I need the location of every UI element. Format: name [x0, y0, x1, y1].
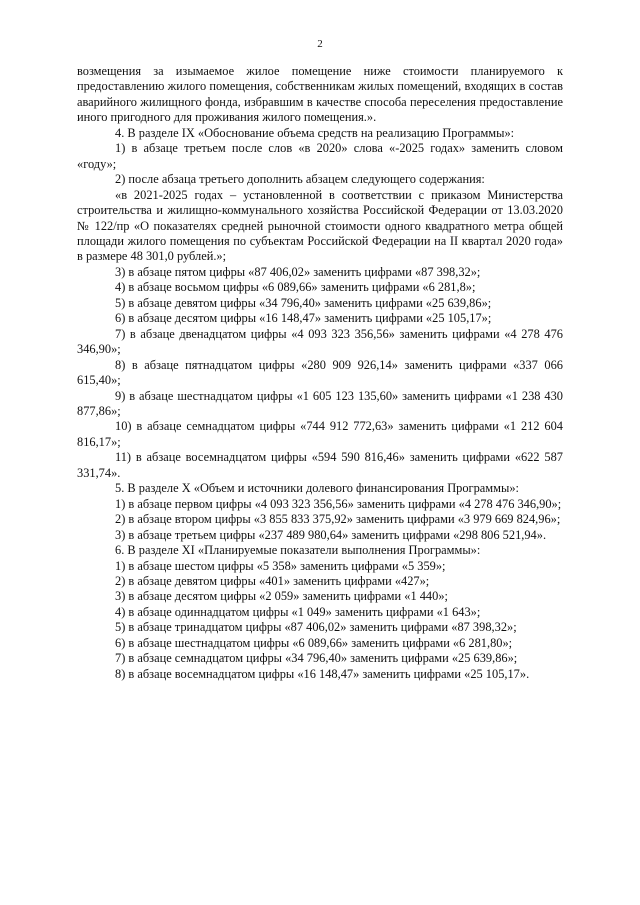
- paragraph: 6. В разделе XI «Планируемые показатели выполнения Программы»:: [115, 543, 481, 558]
- paragraph: 3) в абзаце пятом цифры «87 406,02» заменить цифрами «87 398,32»;: [115, 264, 481, 279]
- paragraph: 5) в абзаце тринадцатом цифры «87 406,02» заменить цифрами «87 398,32»;: [115, 620, 517, 635]
- paragraph: 2) в абзаце девятом цифры «401» заменить цифрами «427»;: [115, 573, 430, 588]
- document-body: [77, 64, 563, 682]
- paragraph: 6) в абзаце десятом цифры «16 148,47» заменить цифрами «25 105,17»;: [115, 311, 492, 326]
- paragraph: 7) в абзаце семнадцатом цифры «34 796,40» заменить цифрами «25 639,86»;: [115, 651, 518, 666]
- paragraph: 5. В разделе X «Объем и источники долевого финансирования Программы»:: [115, 481, 519, 496]
- paragraph: 4) в абзаце восьмом цифры «6 089,66» заменить цифрами «6 281,8»;: [115, 280, 476, 295]
- paragraph: 1) в абзаце шестом цифры «5 358» заменить цифрами «5 359»;: [115, 558, 446, 573]
- paragraph: 7) в абзаце двенадцатом цифры «4 093 323 356,56» заменить цифрами «4 278 476 346,90»;: [77, 326, 563, 357]
- paragraph: 2) в абзаце втором цифры «3 855 833 375,92» заменить цифрами «3 979 669 824,96»;: [115, 512, 561, 527]
- paragraph: 1) в абзаце третьем после слов «в 2020» слова «-2025 годах» заменить словом «году»;: [77, 141, 563, 171]
- paragraph: 4. В разделе IX «Обоснование объема средств на реализацию Программы»:: [115, 125, 515, 140]
- page-number: 2: [317, 38, 323, 50]
- paragraph: 4) в абзаце одиннадцатом цифры «1 049» заменить цифрами «1 643»;: [115, 604, 481, 619]
- paragraph: 6) в абзаце шестнадцатом цифры «6 089,66» заменить цифрами «6 281,80»;: [115, 635, 513, 650]
- paragraph: 3) в абзаце третьем цифры «237 489 980,64» заменить цифрами «298 806 521,94».: [115, 527, 547, 542]
- paragraph: 5) в абзаце девятом цифры «34 796,40» заменить цифрами «25 639,86»;: [115, 295, 492, 310]
- paragraph: 8) в абзаце восемнадцатом цифры «16 148,47» заменить цифрами «25 105,17».: [115, 666, 530, 681]
- paragraph: 2) после абзаца третьего дополнить абзацем следующего содержания:: [115, 172, 485, 187]
- paragraph: 9) в абзаце шестнадцатом цифры «1 605 123 135,60» заменить цифрами «1 238 430 877,86»;: [77, 388, 563, 418]
- paragraph: возмещения за изымаемое жилое помещение ниже стоимости планируемого к предоставлению жилого помещения, собственникам жилых помещений, входящих в состав аварийного жилищного фонда, избравшим в качестве способа переселения предоставление иного пригодного для проживания жилого помещения.».: [77, 64, 563, 125]
- paragraph: 1) в абзаце первом цифры «4 093 323 356,56» заменить цифрами «4 278 476 346,90»;: [115, 496, 562, 511]
- paragraph: 11) в абзаце восемнадцатом цифры «594 590 816,46» заменить цифрами «622 587 331,74».: [77, 450, 563, 480]
- paragraph: 8) в абзаце пятнадцатом цифры «280 909 926,14» заменить цифрами «337 066 615,40»;: [77, 357, 563, 388]
- paragraph: 3) в абзаце десятом цифры «2 059» заменить цифрами «1 440»;: [115, 589, 448, 604]
- paragraph: «в 2021-2025 годах – установленной в соответствии с приказом Министерства строительства и жилищно-коммунального хозяйства Российской Федерации от 13.03.2020 № 122/пр «О показателях средней рыночной стоимости одного квадратного метра общей площади жилого помещения по субъектам Российской Федерации на II квартал 2020 года» в размере 48 301,0 рублей.»;: [77, 187, 563, 264]
- paragraph: 10) в абзаце семнадцатом цифры «744 912 772,63» заменить цифрами «1 212 604 816,17»;: [77, 419, 563, 449]
